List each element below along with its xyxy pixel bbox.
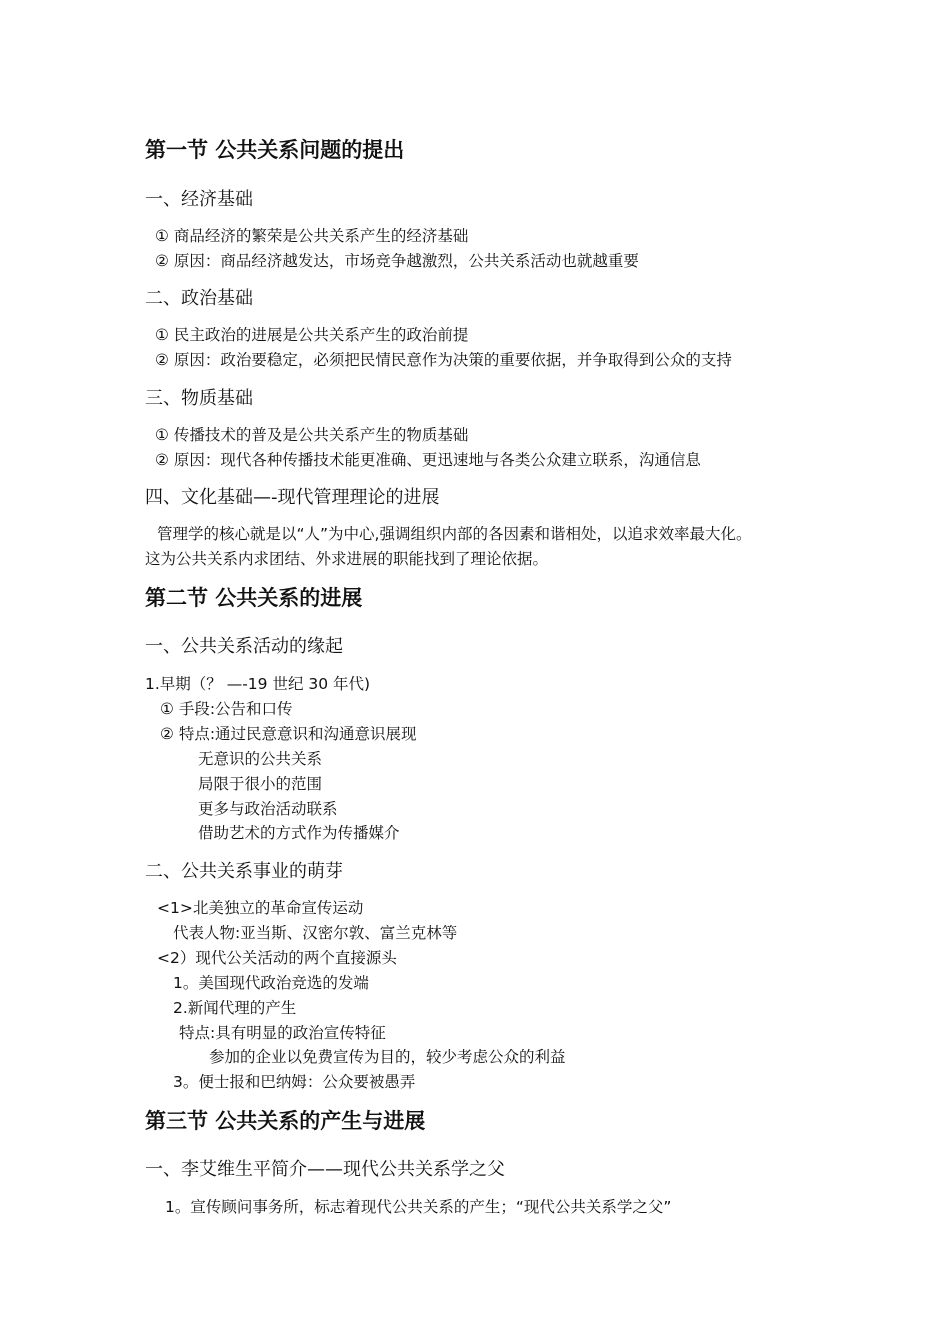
lee-point-1: 1。宣传顾问事务所，标志着现代公共关系的产生；“现代公共关系学之父”	[165, 1198, 672, 1216]
material-point-2: ② 原因：现代各种传播技术能更准确、更迅速地与各类公众建立联系，沟通信息	[155, 451, 701, 469]
economic-point-1: ① 商品经济的繁荣是公共关系产生的经济基础	[155, 227, 469, 245]
material-point-1: ① 传播技术的普及是公共关系产生的物质基础	[155, 426, 469, 444]
section-1-title: 第一节 公共关系问题的提出	[145, 138, 405, 162]
cultural-paragraph-line-2: 这为公共关系内求团结、外求进展的职能找到了理论依据。	[145, 550, 549, 568]
heading-lee-biography: 一、李艾维生平简介——现代公共关系学之父	[145, 1159, 505, 1180]
section-3-title: 第三节 公共关系的产生与进展	[145, 1109, 426, 1133]
feature-item-3: 更多与政治活动联系	[198, 800, 338, 818]
heading-pr-origin: 一、公共关系活动的缘起	[145, 636, 343, 657]
sprout-item-1: <1>北美独立的革命宣传运动	[157, 899, 364, 917]
early-means: ① 手段:公告和口传	[160, 700, 293, 718]
heading-material-basis: 三、物质基础	[145, 388, 253, 409]
political-point-2: ② 原因：政治要稳定，必须把民情民意作为决策的重要依据，并争取得到公众的支持	[155, 351, 732, 369]
section-2-title: 第二节 公共关系的进展	[145, 586, 363, 610]
heading-political-basis: 二、政治基础	[145, 288, 253, 309]
feature-item-2: 局限于很小的范围	[198, 775, 323, 793]
source-2-feature: 特点:具有明显的政治宣传特征	[179, 1024, 386, 1042]
cultural-paragraph-line-1: 管理学的核心就是以“人”为中心,强调组织内部的各因素和谐相处，以追求效率最大化。	[157, 525, 752, 543]
source-1: 1。美国现代政治竞选的发端	[173, 974, 369, 992]
feature-item-1: 无意识的公共关系	[198, 750, 323, 768]
economic-point-2: ② 原因：商品经济越发达，市场竞争越激烈，公共关系活动也就越重要	[155, 252, 639, 270]
early-period: 1.早期（？ —-19 世纪 30 年代)	[145, 675, 371, 693]
sprout-representatives: 代表人物:亚当斯、汉密尔敦、富兰克林等	[173, 924, 458, 942]
sprout-item-2: <2）现代公关活动的两个直接源头	[157, 949, 397, 967]
source-3: 3。便士报和巴纳姆：公众要被愚弄	[173, 1073, 416, 1091]
early-features: ② 特点:通过民意意识和沟通意识展现	[160, 725, 417, 743]
heading-pr-sprout: 二、公共关系事业的萌芽	[145, 861, 343, 882]
source-2-feature-detail: 参加的企业以免费宣传为目的，较少考虑公众的利益	[209, 1048, 566, 1066]
source-2: 2.新闻代理的产生	[173, 999, 297, 1017]
political-point-1: ① 民主政治的进展是公共关系产生的政治前提	[155, 326, 469, 344]
heading-economic-basis: 一、经济基础	[145, 189, 253, 210]
heading-cultural-basis: 四、文化基础—-现代管理理论的进展	[145, 487, 440, 508]
feature-item-4: 借助艺术的方式作为传播媒介	[198, 824, 400, 842]
